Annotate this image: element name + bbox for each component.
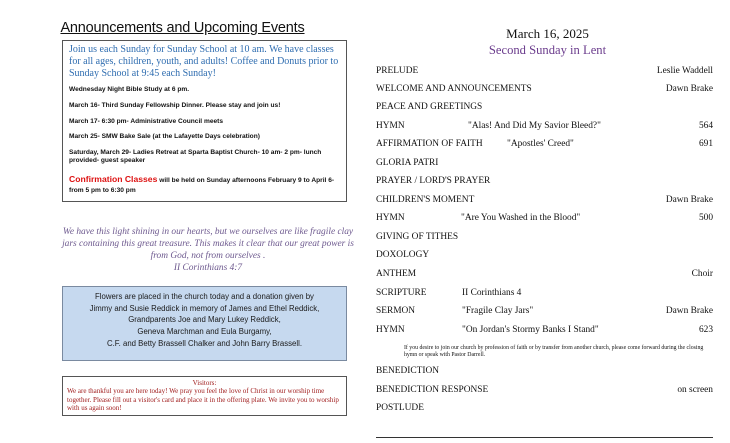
order-element: SERMON bbox=[376, 306, 416, 316]
flowers-line: Flowers are placed in the church today and a donation given by bbox=[95, 292, 314, 301]
order-of-worship-page bbox=[365, 0, 730, 443]
order-row-benediction-response bbox=[376, 385, 713, 399]
membership-note: If you desire to join our church by profession of faith or by transfer from another church, please come forward during the closing hymn or speak with Pastor Darrell. bbox=[404, 345, 704, 358]
order-element: SCRIPTURE bbox=[376, 288, 427, 298]
order-row-welcome bbox=[376, 84, 713, 98]
flowers-line: Grandparents Joe and Mary Lukey Reddick, bbox=[128, 315, 281, 325]
flowers-line: Geneva Marchman and Eula Burgamy, bbox=[137, 327, 272, 337]
order-row-benediction bbox=[376, 366, 713, 380]
announcement-item: March 25- SMW Bake Sale (at the Lafayette Days celebration) bbox=[69, 133, 260, 141]
announcement-item: March 17- 6:30 pm- Administrative Council meets bbox=[69, 117, 224, 125]
order-row-giving bbox=[376, 232, 713, 246]
hymnal-number: 691 bbox=[698, 139, 713, 149]
hymn-title: "Alas! And Did My Savior Bleed?" bbox=[468, 121, 601, 131]
scripture-quote bbox=[62, 226, 354, 274]
order-leader: on screen bbox=[677, 385, 713, 395]
liturgical-sunday: Second Sunday in Lent bbox=[488, 43, 607, 57]
flowers-line: Jimmy and Susie Reddick in memory of James and Ethel Reddick, bbox=[89, 303, 320, 313]
scripture-reference: II Corinthians 4 bbox=[462, 288, 522, 298]
order-element: HYMN bbox=[376, 213, 405, 223]
order-row-gloria bbox=[376, 158, 713, 172]
hymn-number: 623 bbox=[698, 325, 713, 335]
order-row-postlude bbox=[376, 403, 713, 417]
order-row-hymn-3 bbox=[376, 325, 713, 339]
order-element: PEACE AND GREETINGS bbox=[376, 102, 483, 112]
order-row-hymn-1 bbox=[376, 121, 713, 135]
order-row-childrens-moment bbox=[376, 195, 713, 209]
visitors-text: We are thankful you are here today! We pray you feel the love of Christ in our worship time together. Please fill out a visitor's card and place it in the offering plate. We invite you to worship with us again soon! bbox=[67, 387, 339, 412]
announcement-item: Saturday, March 29- Ladies Retreat at Sparta Baptist Church- 10 am- 2 pm- lunch provided- guest speaker bbox=[69, 148, 322, 165]
order-row-affirmation bbox=[376, 139, 713, 153]
order-element: PRAYER / LORD'S PRAYER bbox=[376, 176, 491, 186]
order-element: BENEDICTION bbox=[376, 366, 440, 376]
order-element: DOXOLOGY bbox=[376, 250, 430, 260]
order-row-hymn-2 bbox=[376, 213, 713, 227]
order-leader: Dawn Brake bbox=[665, 306, 713, 316]
confirmation-text: will be held on Sunday afternoons February 9 to April 6- from 5 pm to 6:30 pm bbox=[69, 176, 335, 194]
order-element: GLORIA PATRI bbox=[376, 158, 439, 168]
announcements-box bbox=[62, 40, 347, 202]
bottom-rule bbox=[376, 437, 713, 438]
confirmation-label: Confirmation Classes bbox=[69, 173, 158, 184]
visitors-title: Visitors: bbox=[192, 379, 217, 387]
order-element: BENEDICTION RESPONSE bbox=[376, 385, 489, 395]
confirmation-classes bbox=[69, 173, 340, 196]
sermon-title: "Fragile Clay Jars" bbox=[462, 306, 534, 316]
hymn-number: 564 bbox=[698, 121, 713, 131]
order-leader: Leslie Waddell bbox=[656, 66, 713, 76]
creed-title: "Apostles' Creed" bbox=[507, 139, 574, 149]
order-element: ANTHEM bbox=[376, 269, 417, 279]
order-element: WELCOME AND ANNOUNCEMENTS bbox=[376, 84, 532, 94]
hymn-title: "On Jordan's Stormy Banks I Stand" bbox=[462, 325, 599, 335]
order-row-anthem bbox=[376, 269, 713, 283]
order-row-prayer bbox=[376, 176, 713, 190]
order-element: GIVING OF TITHES bbox=[376, 232, 459, 242]
order-row-peace bbox=[376, 102, 713, 116]
quote-reference: II Corinthians 4:7 bbox=[173, 263, 243, 274]
order-row-prelude bbox=[376, 66, 713, 80]
order-row-doxology bbox=[376, 250, 713, 264]
order-row-sermon bbox=[376, 306, 713, 320]
order-element: HYMN bbox=[376, 325, 405, 335]
flowers-line: C.F. and Betty Brassell Chalker and John Barry Brassell. bbox=[106, 338, 302, 348]
announcement-item: Wednesday Night Bible Study at 6 pm. bbox=[69, 86, 190, 94]
order-leader: Dawn Brake bbox=[665, 84, 713, 94]
hymn-number: 500 bbox=[698, 213, 713, 223]
order-element: AFFIRMATION OF FAITH bbox=[376, 139, 483, 149]
order-leader: Choir bbox=[691, 269, 713, 279]
quote-text: We have this light shining in our hearts, but we ourselves are like fragile clay jars containing this great treasure. This makes it clear that our great power is from God, not from ourselves . bbox=[62, 227, 354, 262]
order-leader: Dawn Brake bbox=[665, 195, 713, 205]
order-element: PRELUDE bbox=[376, 66, 419, 76]
service-date: March 16, 2025 bbox=[506, 26, 589, 41]
order-row-scripture bbox=[376, 288, 713, 302]
sunday-school-intro: Join us each Sunday for Sunday School at 10 am. We have classes for all ages, children, youth, and adults! Coffee and Donuts prior to Sunday School at 9:45 each Sunday! bbox=[69, 44, 339, 79]
hymn-title: "Are You Washed in the Blood" bbox=[461, 213, 581, 223]
order-element: POSTLUDE bbox=[376, 403, 424, 413]
order-element: HYMN bbox=[376, 121, 405, 131]
flowers-box bbox=[62, 286, 347, 361]
order-element: CHILDREN'S MOMENT bbox=[376, 195, 475, 205]
announcements-title: Announcements and Upcoming Events bbox=[60, 20, 305, 36]
visitors-box bbox=[62, 376, 347, 416]
announcement-item: March 16- Third Sunday Fellowship Dinner. Please stay and join us! bbox=[69, 101, 281, 109]
